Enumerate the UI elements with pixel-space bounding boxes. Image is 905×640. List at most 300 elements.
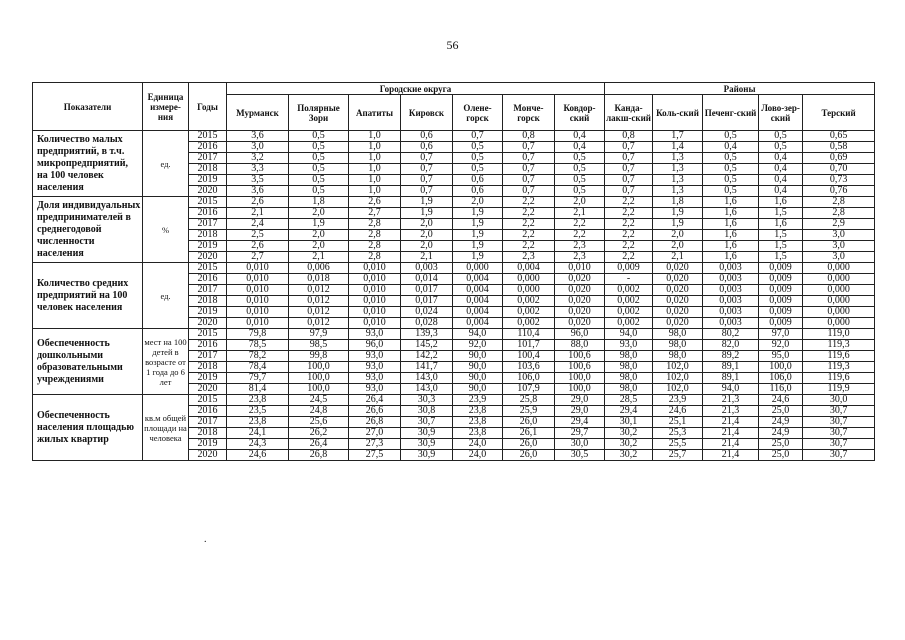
value-cell: 0,7: [453, 131, 503, 142]
value-cell: 0,000: [503, 274, 555, 285]
indicator-label: Количество средних предприятий на 100 человек населения: [33, 263, 143, 329]
value-cell: 0,020: [653, 296, 703, 307]
value-cell: 27,5: [349, 450, 401, 461]
year-cell: 2015: [189, 263, 227, 274]
value-cell: 1,9: [453, 252, 503, 263]
value-cell: 2,1: [653, 252, 703, 263]
value-cell: 29,4: [605, 406, 653, 417]
value-cell: 24,6: [759, 395, 803, 406]
value-cell: 2,8: [349, 241, 401, 252]
value-cell: 2,8: [349, 252, 401, 263]
value-cell: 0,6: [401, 131, 453, 142]
value-cell: 97,0: [759, 329, 803, 340]
value-cell: 29,0: [555, 395, 605, 406]
value-cell: 0,020: [653, 274, 703, 285]
indicator-label: Обеспеченность населения площадью жилых квартир: [33, 395, 143, 461]
value-cell: 0,8: [503, 131, 555, 142]
indicator-label: Доля индивидуальных предпринимателей в среднегодовой численности населения: [33, 197, 143, 263]
value-cell: 2,2: [555, 219, 605, 230]
value-cell: 23,8: [453, 417, 503, 428]
value-cell: 0,7: [503, 153, 555, 164]
value-cell: 0,7: [401, 175, 453, 186]
value-cell: 0,4: [759, 186, 803, 197]
header-column: Олене-горск: [453, 95, 503, 131]
value-cell: 100,0: [289, 384, 349, 395]
value-cell: 1,9: [453, 219, 503, 230]
value-cell: 25,0: [759, 406, 803, 417]
value-cell: 1,0: [349, 131, 401, 142]
value-cell: 142,2: [401, 351, 453, 362]
value-cell: 3,3: [227, 164, 289, 175]
value-cell: 3,0: [803, 241, 875, 252]
value-cell: 30,8: [401, 406, 453, 417]
value-cell: 23,9: [453, 395, 503, 406]
value-cell: 139,3: [401, 329, 453, 340]
header-column: Кировск: [401, 95, 453, 131]
value-cell: 28,5: [605, 395, 653, 406]
value-cell: 1,8: [289, 197, 349, 208]
value-cell: 106,0: [503, 373, 555, 384]
value-cell: 79,7: [227, 373, 289, 384]
value-cell: 0,6: [401, 142, 453, 153]
value-cell: 0,000: [803, 307, 875, 318]
value-cell: 2,8: [803, 208, 875, 219]
value-cell: 2,2: [555, 230, 605, 241]
value-cell: 110,4: [503, 329, 555, 340]
value-cell: 119,9: [803, 384, 875, 395]
value-cell: 0,5: [453, 164, 503, 175]
value-cell: 0,012: [289, 285, 349, 296]
value-cell: 0,012: [289, 307, 349, 318]
value-cell: 0,5: [289, 142, 349, 153]
value-cell: 0,003: [703, 274, 759, 285]
value-cell: 1,3: [653, 164, 703, 175]
year-cell: 2018: [189, 296, 227, 307]
value-cell: 97,9: [289, 329, 349, 340]
value-cell: 0,002: [605, 318, 653, 329]
value-cell: 0,002: [605, 307, 653, 318]
value-cell: 2,2: [605, 252, 653, 263]
year-cell: 2015: [189, 395, 227, 406]
value-cell: 2,2: [605, 241, 653, 252]
value-cell: 99,8: [289, 351, 349, 362]
value-cell: 0,5: [703, 175, 759, 186]
year-cell: 2020: [189, 252, 227, 263]
value-cell: 0,4: [759, 175, 803, 186]
value-cell: 0,4: [555, 131, 605, 142]
value-cell: 0,010: [555, 263, 605, 274]
header-column: Мурманск: [227, 95, 289, 131]
value-cell: 21,4: [703, 439, 759, 450]
value-cell: 0,5: [703, 153, 759, 164]
value-cell: 0,5: [289, 186, 349, 197]
value-cell: 24,3: [227, 439, 289, 450]
value-cell: 29,4: [555, 417, 605, 428]
header-group-districts: Районы: [605, 83, 875, 95]
value-cell: 30,5: [555, 450, 605, 461]
value-cell: 0,009: [759, 296, 803, 307]
value-cell: 106,0: [759, 373, 803, 384]
value-cell: 1,0: [349, 175, 401, 186]
value-cell: 0,000: [803, 274, 875, 285]
value-cell: 25,5: [653, 439, 703, 450]
value-cell: 0,020: [555, 274, 605, 285]
value-cell: 107,9: [503, 384, 555, 395]
value-cell: 98,0: [605, 384, 653, 395]
value-cell: 23,8: [227, 417, 289, 428]
value-cell: 2,1: [555, 208, 605, 219]
value-cell: 29,7: [555, 428, 605, 439]
value-cell: 0,009: [605, 263, 653, 274]
value-cell: 116,0: [759, 384, 803, 395]
value-cell: 1,7: [653, 131, 703, 142]
value-cell: 0,009: [759, 285, 803, 296]
value-cell: 0,000: [803, 263, 875, 274]
indicator-label: Количество малых предприятий, в т.ч. микропредприятий, на 100 человек населения: [33, 131, 143, 197]
value-cell: 1,9: [401, 197, 453, 208]
value-cell: 0,5: [759, 142, 803, 153]
value-cell: 0,7: [605, 142, 653, 153]
value-cell: 3,6: [227, 186, 289, 197]
value-cell: 30,3: [401, 395, 453, 406]
year-cell: 2017: [189, 417, 227, 428]
value-cell: 26,4: [289, 439, 349, 450]
value-cell: 0,004: [453, 285, 503, 296]
value-cell: 24,6: [653, 406, 703, 417]
year-cell: 2019: [189, 175, 227, 186]
header-column: Ковдор-ский: [555, 95, 605, 131]
value-cell: 1,9: [653, 208, 703, 219]
value-cell: 2,2: [503, 230, 555, 241]
value-cell: 0,028: [401, 318, 453, 329]
value-cell: 0,5: [555, 175, 605, 186]
value-cell: 100,0: [289, 373, 349, 384]
value-cell: 1,4: [653, 142, 703, 153]
value-cell: 78,2: [227, 351, 289, 362]
value-cell: 0,010: [349, 263, 401, 274]
value-cell: 2,1: [401, 252, 453, 263]
header-column: Печенг-ский: [703, 95, 759, 131]
value-cell: 88,0: [555, 340, 605, 351]
year-cell: 2016: [189, 340, 227, 351]
value-cell: 100,0: [759, 362, 803, 373]
value-cell: 2,0: [653, 230, 703, 241]
value-cell: 79,8: [227, 329, 289, 340]
value-cell: 21,4: [703, 417, 759, 428]
value-cell: 90,0: [453, 351, 503, 362]
value-cell: 0,017: [401, 285, 453, 296]
value-cell: 92,0: [759, 340, 803, 351]
value-cell: 21,3: [703, 406, 759, 417]
header-column: Канда-лакш-ский: [605, 95, 653, 131]
value-cell: 0,4: [759, 153, 803, 164]
value-cell: 0,7: [605, 153, 653, 164]
value-cell: 25,3: [653, 428, 703, 439]
value-cell: 25,1: [653, 417, 703, 428]
value-cell: 26,4: [349, 395, 401, 406]
value-cell: 23,9: [653, 395, 703, 406]
value-cell: 2,2: [503, 219, 555, 230]
year-cell: 2019: [189, 307, 227, 318]
value-cell: 93,0: [349, 362, 401, 373]
year-cell: 2020: [189, 384, 227, 395]
unit-label: ед.: [143, 131, 189, 197]
header-column: Терский: [803, 95, 875, 131]
value-cell: 26,0: [503, 417, 555, 428]
value-cell: 0,4: [703, 142, 759, 153]
value-cell: 78,4: [227, 362, 289, 373]
value-cell: 0,8: [605, 131, 653, 142]
value-cell: 30,7: [803, 439, 875, 450]
value-cell: 0,5: [453, 153, 503, 164]
year-cell: 2015: [189, 131, 227, 142]
value-cell: 0,5: [759, 131, 803, 142]
value-cell: 119,3: [803, 340, 875, 351]
value-cell: 0,5: [289, 164, 349, 175]
table-row: [33, 197, 875, 208]
value-cell: 0,004: [453, 274, 503, 285]
header-unit: Единица измере-ния: [143, 83, 189, 131]
value-cell: 119,3: [803, 362, 875, 373]
value-cell: 90,0: [453, 373, 503, 384]
value-cell: 96,0: [349, 340, 401, 351]
header-indicator: Показатели: [33, 83, 143, 131]
value-cell: 2,2: [503, 197, 555, 208]
value-cell: 0,6: [453, 175, 503, 186]
value-cell: 23,8: [453, 406, 503, 417]
value-cell: 0,000: [503, 285, 555, 296]
value-cell: 0,002: [503, 296, 555, 307]
value-cell: 98,0: [605, 362, 653, 373]
value-cell: 0,020: [555, 285, 605, 296]
value-cell: 0,020: [653, 318, 703, 329]
value-cell: 26,0: [503, 450, 555, 461]
value-cell: 1,6: [703, 230, 759, 241]
value-cell: 0,009: [759, 274, 803, 285]
value-cell: 3,0: [227, 142, 289, 153]
value-cell: 0,010: [349, 274, 401, 285]
value-cell: 2,6: [227, 197, 289, 208]
value-cell: 26,6: [349, 406, 401, 417]
value-cell: 2,0: [653, 241, 703, 252]
value-cell: 24,0: [453, 450, 503, 461]
value-cell: 26,2: [289, 428, 349, 439]
value-cell: 2,2: [605, 197, 653, 208]
value-cell: 0,020: [555, 307, 605, 318]
value-cell: 96,0: [555, 329, 605, 340]
header-group-urban: Городские округа: [227, 83, 605, 95]
value-cell: 0,000: [453, 263, 503, 274]
value-cell: 2,0: [289, 241, 349, 252]
value-cell: 98,0: [653, 340, 703, 351]
value-cell: 0,7: [503, 186, 555, 197]
value-cell: 30,2: [605, 428, 653, 439]
value-cell: 0,4: [555, 142, 605, 153]
value-cell: 0,6: [453, 186, 503, 197]
value-cell: 30,7: [803, 406, 875, 417]
value-cell: 2,0: [555, 197, 605, 208]
value-cell: 98,5: [289, 340, 349, 351]
year-cell: 2016: [189, 142, 227, 153]
value-cell: 1,5: [759, 252, 803, 263]
value-cell: 2,2: [605, 219, 653, 230]
value-cell: 2,2: [605, 230, 653, 241]
value-cell: 2,4: [227, 219, 289, 230]
value-cell: 26,1: [503, 428, 555, 439]
value-cell: 24,0: [453, 439, 503, 450]
value-cell: 21,4: [703, 428, 759, 439]
value-cell: 29,0: [555, 406, 605, 417]
value-cell: 0,004: [453, 307, 503, 318]
value-cell: 94,0: [453, 329, 503, 340]
value-cell: 0,5: [555, 164, 605, 175]
value-cell: 25,6: [289, 417, 349, 428]
year-cell: 2015: [189, 197, 227, 208]
value-cell: 0,7: [401, 153, 453, 164]
value-cell: 0,7: [605, 164, 653, 175]
value-cell: 2,9: [803, 219, 875, 230]
value-cell: 0,5: [555, 153, 605, 164]
value-cell: 0,020: [653, 285, 703, 296]
year-cell: 2018: [189, 428, 227, 439]
value-cell: 26,0: [503, 439, 555, 450]
value-cell: 24,5: [289, 395, 349, 406]
value-cell: 102,0: [653, 384, 703, 395]
value-cell: 0,4: [759, 164, 803, 175]
value-cell: 0,76: [803, 186, 875, 197]
value-cell: 0,010: [227, 307, 289, 318]
value-cell: 80,2: [703, 329, 759, 340]
value-cell: 0,5: [289, 131, 349, 142]
value-cell: 93,0: [605, 340, 653, 351]
value-cell: 2,7: [349, 208, 401, 219]
margin-mark: .: [204, 534, 207, 545]
value-cell: 25,7: [653, 450, 703, 461]
value-cell: 103,6: [503, 362, 555, 373]
value-cell: 100,4: [503, 351, 555, 362]
value-cell: 98,0: [605, 351, 653, 362]
value-cell: 0,010: [227, 274, 289, 285]
value-cell: 1,8: [653, 197, 703, 208]
value-cell: 0,70: [803, 164, 875, 175]
statistics-table: [32, 82, 875, 461]
table-row: [33, 329, 875, 340]
value-cell: 0,002: [503, 318, 555, 329]
value-cell: 89,2: [703, 351, 759, 362]
value-cell: 0,014: [401, 274, 453, 285]
value-cell: 78,5: [227, 340, 289, 351]
header-column: Монче-горск: [503, 95, 555, 131]
value-cell: 2,0: [401, 230, 453, 241]
year-cell: 2019: [189, 373, 227, 384]
value-cell: 0,010: [349, 307, 401, 318]
value-cell: 1,9: [453, 208, 503, 219]
value-cell: 2,0: [453, 197, 503, 208]
value-cell: 2,6: [349, 197, 401, 208]
value-cell: 0,003: [703, 285, 759, 296]
header-column: Апатиты: [349, 95, 401, 131]
value-cell: 1,0: [349, 186, 401, 197]
value-cell: 119,0: [803, 329, 875, 340]
value-cell: 3,6: [227, 131, 289, 142]
value-cell: 0,010: [227, 296, 289, 307]
value-cell: 30,7: [401, 417, 453, 428]
value-cell: 1,6: [703, 197, 759, 208]
value-cell: 24,8: [289, 406, 349, 417]
value-cell: 3,0: [803, 230, 875, 241]
value-cell: 98,0: [653, 351, 703, 362]
value-cell: 90,0: [453, 362, 503, 373]
value-cell: 0,004: [453, 318, 503, 329]
value-cell: 23,8: [227, 395, 289, 406]
value-cell: 30,7: [803, 417, 875, 428]
value-cell: 1,3: [653, 186, 703, 197]
value-cell: 141,7: [401, 362, 453, 373]
value-cell: 143,0: [401, 384, 453, 395]
value-cell: 0,024: [401, 307, 453, 318]
value-cell: 0,004: [503, 263, 555, 274]
value-cell: 23,8: [453, 428, 503, 439]
value-cell: 1,9: [653, 219, 703, 230]
unit-label: мест на 100 детей в возрасте от 1 года до 6 лет: [143, 329, 189, 395]
value-cell: -: [605, 274, 653, 285]
header-column: Лово-зер-ский: [759, 95, 803, 131]
value-cell: 30,1: [605, 417, 653, 428]
value-cell: 0,020: [653, 263, 703, 274]
value-cell: 1,9: [453, 241, 503, 252]
value-cell: 0,5: [555, 186, 605, 197]
value-cell: 2,8: [349, 230, 401, 241]
value-cell: 0,5: [453, 142, 503, 153]
value-cell: 24,9: [759, 428, 803, 439]
value-cell: 0,012: [289, 296, 349, 307]
year-cell: 2016: [189, 208, 227, 219]
value-cell: 98,0: [605, 373, 653, 384]
value-cell: 93,0: [349, 329, 401, 340]
value-cell: 21,3: [703, 395, 759, 406]
value-cell: 0,002: [605, 285, 653, 296]
value-cell: 2,1: [227, 208, 289, 219]
value-cell: 1,0: [349, 142, 401, 153]
value-cell: 2,3: [555, 241, 605, 252]
value-cell: 0,009: [759, 307, 803, 318]
value-cell: 26,8: [289, 450, 349, 461]
value-cell: 0,010: [349, 296, 401, 307]
value-cell: 2,7: [227, 252, 289, 263]
value-cell: 0,010: [227, 263, 289, 274]
value-cell: 0,003: [703, 318, 759, 329]
value-cell: 30,2: [605, 450, 653, 461]
value-cell: 0,000: [803, 296, 875, 307]
value-cell: 24,1: [227, 428, 289, 439]
value-cell: 0,010: [349, 318, 401, 329]
value-cell: 0,009: [759, 263, 803, 274]
value-cell: 30,7: [803, 428, 875, 439]
value-cell: 0,020: [653, 307, 703, 318]
value-cell: 89,1: [703, 362, 759, 373]
value-cell: 0,003: [703, 307, 759, 318]
value-cell: 0,017: [401, 296, 453, 307]
value-cell: 25,0: [759, 439, 803, 450]
value-cell: 0,020: [555, 318, 605, 329]
value-cell: 0,5: [703, 131, 759, 142]
value-cell: 0,5: [703, 164, 759, 175]
year-cell: 2020: [189, 450, 227, 461]
value-cell: 93,0: [349, 351, 401, 362]
value-cell: 1,6: [703, 252, 759, 263]
value-cell: 92,0: [453, 340, 503, 351]
value-cell: 143,0: [401, 373, 453, 384]
